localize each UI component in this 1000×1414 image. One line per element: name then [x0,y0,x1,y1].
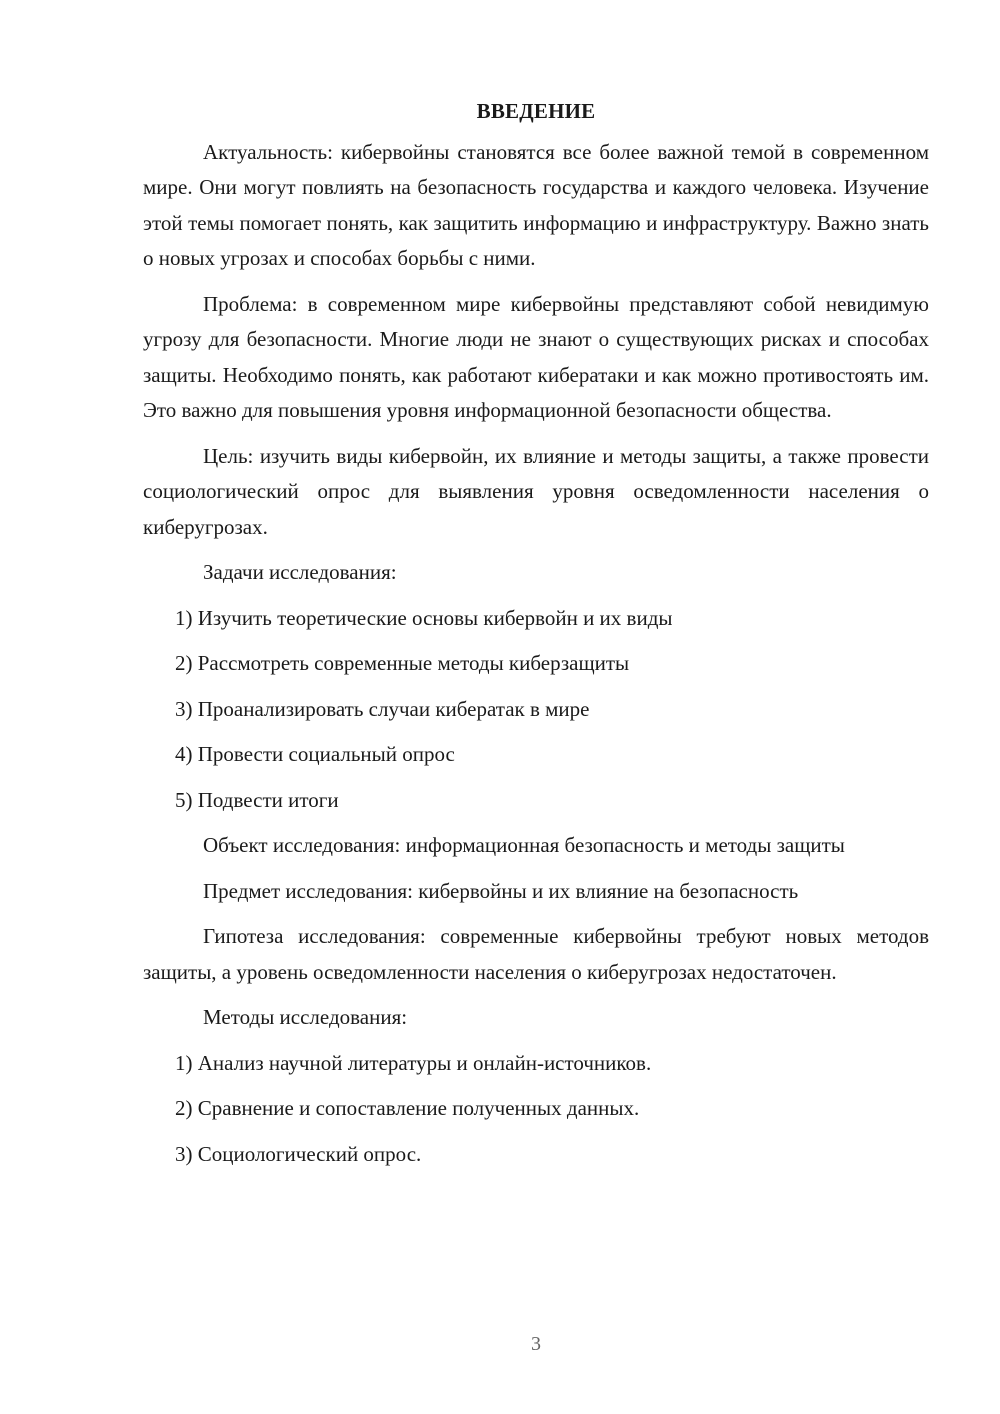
tasks-label: Задачи исследования: [203,560,397,584]
method-item: 2) Сравнение и сопоставление полученных данных. [175,1096,640,1120]
task-item: 1) Изучить теоретические основы кибервойн и их виды [175,605,673,630]
task-item: 4) Провести социальный опрос [175,742,455,766]
method-item: 3) Социологический опрос. [175,1141,422,1166]
page-number: 3 [531,1333,541,1355]
relevance-paragraph: Актуальность: кибервойны становятся все более важной темой в современном мире. Они могут повлиять на безопасность государства и каждого человека. Изучение этой темы помогает понять, как защитить информацию и инфраструктуру. Важно знать о новых угрозах и способах борьбы с ними. [143,139,929,270]
methods-list [143,1046,929,1173]
tasks-list [143,601,929,819]
task-item: 2) Рассмотреть современные методы киберзащиты [175,651,630,675]
object-paragraph: Объект исследования: информационная безопасность и методы защиты [203,833,845,857]
subject-paragraph: Предмет исследования: кибервойны и их влияние на безопасность [203,878,799,903]
document-body [143,94,929,1182]
section-title: ВВЕДЕНИЕ [476,99,596,123]
task-item: 3) Проанализировать случаи кибератак в мире [175,696,590,721]
methods-label: Методы исследования: [203,1005,408,1029]
goal-paragraph: Цель: изучить виды кибервойн, их влияние и методы защиты, а также провести социологический опрос для выявления уровня осведомленности населения о киберугрозах. [143,443,929,539]
method-item: 1) Анализ научной литературы и онлайн-источников. [175,1050,652,1075]
problem-paragraph: Проблема: в современном мире кибервойны представляют собой невидимую угрозу для безопасности. Многие люди не знают о существующих рисках и способах защиты. Необходимо понять, как работают кибератаки и как можно противостоять им. Это важно для повышения уровня информационной безопасности общества. [143,291,929,422]
hypothesis-paragraph: Гипотеза исследования: современные кибервойны требуют новых методов защиты, а уровень осведомленности населения о киберугрозах недостаточен. [143,924,929,984]
task-item: 5) Подвести итоги [175,787,339,812]
